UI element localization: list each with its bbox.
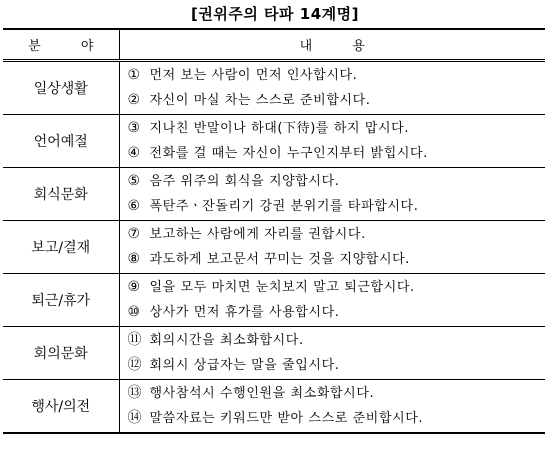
item-text: 과도하게 보고문서 꾸미는 것을 지양합시다. — [149, 252, 411, 267]
row-category: 일상생활 — [3, 61, 119, 115]
table-row — [3, 61, 545, 115]
list-item — [128, 88, 546, 113]
list-item — [128, 328, 546, 353]
list-item — [128, 381, 546, 406]
item-number: ② — [127, 92, 141, 108]
item-number: ⑨ — [127, 279, 141, 295]
row-category: 회의문화 — [3, 327, 119, 380]
header-category: 분 야 — [3, 29, 119, 61]
item-number: ⑩ — [127, 304, 141, 320]
row-category: 행사/의전 — [3, 380, 119, 434]
item-number: ⑪ — [127, 332, 143, 348]
table-row — [3, 221, 545, 274]
item-number: ⑥ — [127, 198, 141, 214]
rules-table — [3, 28, 545, 434]
table-row — [3, 115, 545, 168]
document-title: [권위주의 타파 14계명] — [191, 5, 359, 23]
row-items — [119, 380, 545, 434]
table-row — [3, 380, 545, 434]
list-item — [128, 406, 546, 431]
item-number: ① — [127, 67, 141, 83]
row-items — [119, 327, 545, 380]
item-text: 폭탄주ㆍ잔돌리기 강권 분위기를 타파합시다. — [149, 199, 419, 214]
list-item — [128, 353, 546, 378]
item-number: ③ — [127, 120, 141, 136]
table-header-row — [3, 29, 545, 61]
item-text: 음주 위주의 회식을 지양합시다. — [149, 174, 340, 189]
row-items — [119, 274, 545, 327]
item-text: 자신이 마실 차는 스스로 준비합시다. — [149, 93, 371, 108]
row-category: 보고/결재 — [3, 221, 119, 274]
item-text: 전화를 걸 때는 자신이 누구인지부터 밝힙시다. — [149, 146, 428, 161]
list-item — [128, 194, 546, 219]
row-items — [119, 61, 545, 115]
row-category: 회식문화 — [3, 168, 119, 221]
item-number: ⑭ — [127, 410, 143, 426]
item-text: 상사가 먼저 휴가를 사용합시다. — [149, 305, 340, 320]
item-text: 일을 모두 마치면 눈치보지 말고 퇴근합시다. — [149, 280, 415, 295]
list-item — [128, 141, 546, 166]
item-number: ⑤ — [127, 173, 141, 189]
list-item — [128, 300, 546, 325]
table-row — [3, 327, 545, 380]
list-item — [128, 275, 546, 300]
header-content: 내 용 — [119, 29, 545, 61]
list-item — [128, 169, 546, 194]
list-item — [128, 63, 546, 88]
item-text: 회의시 상급자는 말을 줄입시다. — [149, 358, 340, 373]
row-items — [119, 115, 545, 168]
item-number: ④ — [127, 145, 141, 161]
item-text: 지나친 반말이나 하대(下待)를 하지 맙시다. — [149, 121, 410, 136]
item-text: 회의시간을 최소화합시다. — [149, 333, 304, 348]
row-category: 퇴근/휴가 — [3, 274, 119, 327]
item-text: 보고하는 사람에게 자리를 권합시다. — [149, 227, 366, 242]
item-text: 먼저 보는 사람이 먼저 인사합시다. — [149, 68, 358, 83]
list-item — [128, 116, 546, 141]
item-number: ⑫ — [127, 357, 143, 373]
item-number: ⑬ — [127, 385, 143, 401]
item-number: ⑦ — [127, 226, 141, 242]
row-items — [119, 168, 545, 221]
row-category: 언어예절 — [3, 115, 119, 168]
item-text: 말씀자료는 키워드만 받아 스스로 준비합시다. — [149, 411, 424, 426]
item-number: ⑧ — [127, 251, 141, 267]
table-row — [3, 168, 545, 221]
row-items — [119, 221, 545, 274]
table-row — [3, 274, 545, 327]
list-item — [128, 247, 546, 272]
item-text: 행사참석시 수행인원을 최소화합시다. — [149, 386, 375, 401]
list-item — [128, 222, 546, 247]
